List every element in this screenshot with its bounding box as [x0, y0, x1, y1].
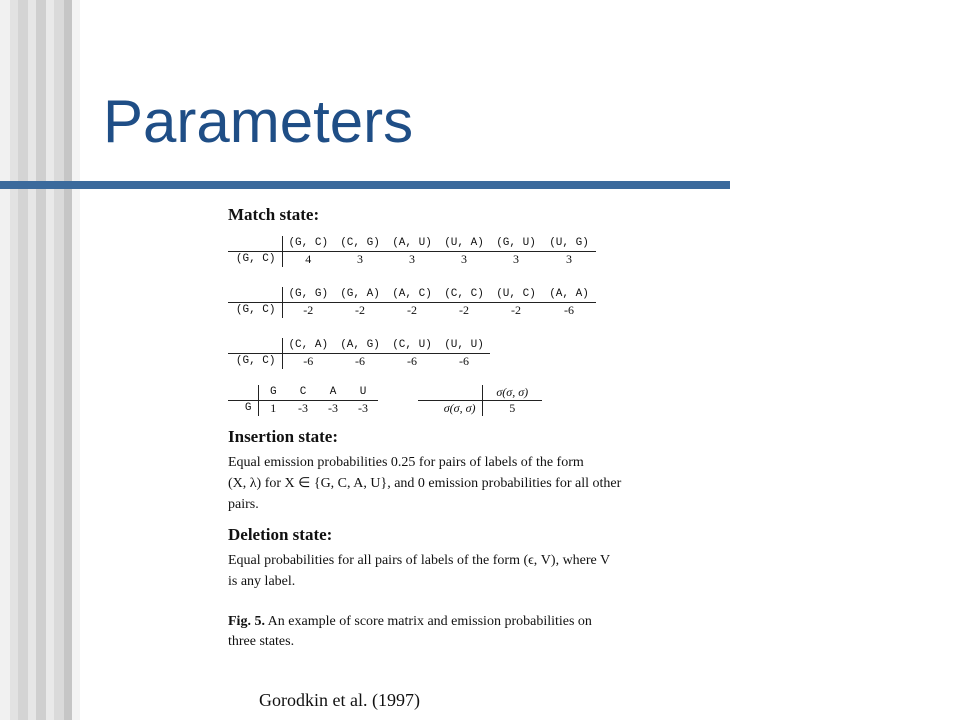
deletion-line: Equal probabilities for all pairs of labels of the form (ϵ, V), where V — [228, 553, 611, 568]
figure-content — [228, 205, 668, 652]
table-cell: -6 — [355, 354, 365, 368]
table-cell: -6 — [303, 354, 314, 368]
table-cell: -6 — [459, 354, 469, 368]
stripe — [54, 0, 64, 720]
stripe — [36, 0, 46, 720]
match-table-5 — [418, 385, 542, 416]
column-header: G — [258, 385, 288, 401]
column-header: (A, A) — [542, 287, 596, 303]
table-cell: 3 — [513, 252, 519, 266]
slide-title: Parameters — [103, 88, 414, 155]
corner-cell — [228, 287, 282, 303]
table-cell: -2 — [303, 303, 314, 317]
table-cell: 4 — [305, 252, 312, 266]
row-header: (G, C) — [228, 252, 282, 268]
table-cell: -3 — [298, 401, 308, 415]
deletion-paragraph — [228, 550, 668, 592]
column-header: U — [348, 385, 378, 401]
table-cell: 3 — [566, 252, 572, 266]
column-header: σ(σ, σ) — [482, 385, 542, 401]
table-cell: -2 — [511, 303, 521, 317]
caption-text: An example of score matrix and emission probabilities on — [264, 614, 592, 629]
small-tables-row — [228, 385, 668, 419]
table-cell: -6 — [564, 303, 574, 317]
table-cell: 1 — [270, 401, 277, 415]
match-table-3 — [228, 338, 490, 369]
column-header: A — [318, 385, 348, 401]
citation: Gorodkin et al. (1997) — [259, 690, 420, 710]
column-header: (C, G) — [334, 236, 386, 252]
column-header: (A, C) — [386, 287, 438, 303]
figure-caption — [228, 612, 668, 652]
row-header: G — [228, 401, 258, 417]
match-table-1 — [228, 236, 596, 267]
insertion-state-heading: Insertion state: — [228, 427, 339, 446]
column-header: (G, G) — [282, 287, 334, 303]
corner-cell — [228, 338, 282, 354]
left-stripes-decoration — [0, 0, 80, 720]
caption-line-2: three states. — [228, 634, 295, 649]
match-table-4 — [228, 385, 378, 416]
column-header: (G, U) — [490, 236, 542, 252]
stripe — [18, 0, 28, 720]
column-header: (U, C) — [490, 287, 542, 303]
column-header: (G, A) — [334, 287, 386, 303]
table-cell: -6 — [407, 354, 417, 368]
stripe — [28, 0, 36, 720]
insertion-paragraph — [228, 452, 668, 515]
table-cell: 3 — [461, 252, 467, 266]
corner-cell — [418, 385, 482, 401]
corner-cell — [228, 236, 282, 252]
stripe — [72, 0, 80, 720]
table-cell: -2 — [355, 303, 365, 317]
title-underline — [0, 181, 730, 189]
insertion-line: pairs. — [228, 497, 259, 512]
column-header: (C, U) — [386, 338, 438, 354]
table-cell: -3 — [358, 401, 368, 415]
figure-label: Fig. 5. — [228, 614, 265, 629]
column-header: C — [288, 385, 318, 401]
column-header: (U, A) — [438, 236, 490, 252]
column-header: (C, C) — [438, 287, 490, 303]
table-cell: -2 — [459, 303, 469, 317]
row-header: σ(σ, σ) — [418, 401, 482, 417]
stripe — [46, 0, 54, 720]
caption-line-1 — [228, 612, 668, 632]
table-cell: 5 — [509, 401, 516, 415]
column-header: (C, A) — [282, 338, 334, 354]
deletion-line: is any label. — [228, 574, 296, 589]
table-cell: -3 — [328, 401, 338, 415]
insertion-line: (X, λ) for X ∈ {G, C, A, U}, and 0 emission probabilities for all other — [228, 476, 622, 491]
insertion-line: Equal emission probabilities 0.25 for pairs of labels of the form — [228, 455, 584, 470]
table-cell: 3 — [409, 252, 415, 266]
corner-cell — [228, 385, 258, 401]
column-header: (A, U) — [386, 236, 438, 252]
column-header: (U, G) — [542, 236, 596, 252]
row-header: (G, C) — [228, 354, 282, 370]
stripe — [10, 0, 18, 720]
column-header: (A, G) — [334, 338, 386, 354]
column-header: (U, U) — [438, 338, 490, 354]
table-cell: 3 — [357, 252, 363, 266]
deletion-state-heading: Deletion state: — [228, 525, 333, 544]
match-state-heading: Match state: — [228, 205, 320, 224]
table-cell: -2 — [407, 303, 417, 317]
stripe — [64, 0, 72, 720]
column-header: (G, C) — [282, 236, 334, 252]
row-header: (G, C) — [228, 303, 282, 319]
stripe — [0, 0, 10, 720]
match-table-2 — [228, 287, 596, 318]
